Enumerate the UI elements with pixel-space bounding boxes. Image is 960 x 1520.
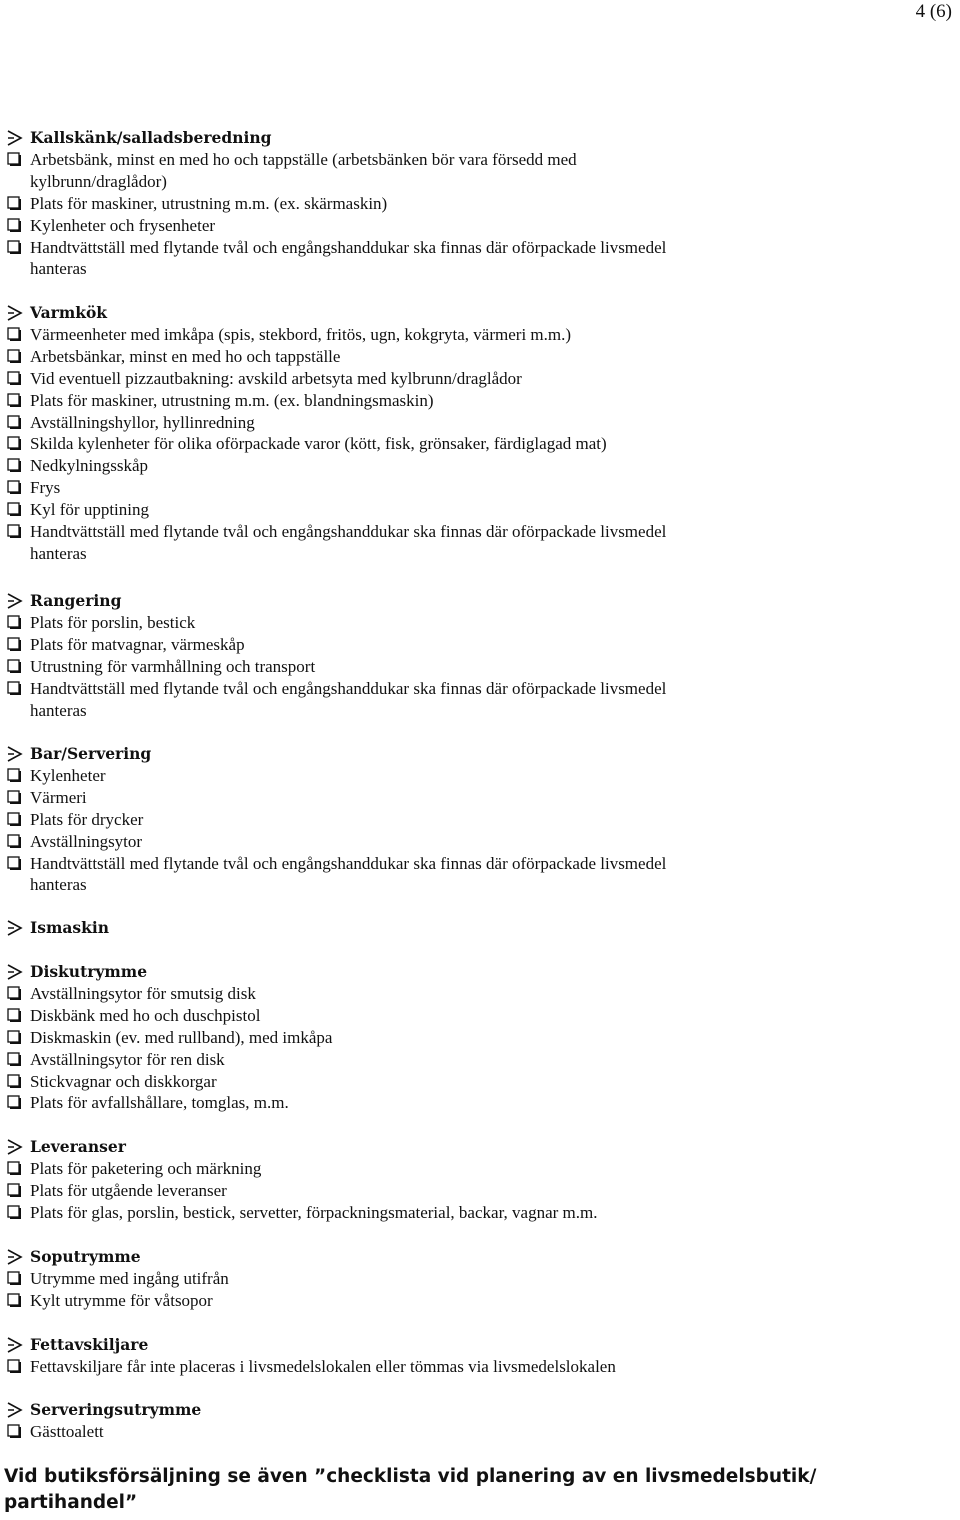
arrow-right-icon xyxy=(6,961,26,983)
checklist-item-text: hanteras xyxy=(30,700,87,720)
checklist-item-text: Plats för porslin, bestick xyxy=(30,612,196,632)
checkbox-icon xyxy=(6,237,26,259)
checkbox-icon xyxy=(6,983,26,1005)
checkbox-icon xyxy=(6,1071,26,1093)
checkbox-icon xyxy=(6,477,26,499)
checklist-item-text: Avställningsytor för ren disk xyxy=(30,1049,225,1069)
section-heading xyxy=(6,127,810,149)
checklist-item-text: Kylenheter xyxy=(30,765,106,785)
checklist-item xyxy=(6,1158,810,1180)
checkbox-icon xyxy=(6,809,26,831)
checklist-item-text: Plats för utgående leveranser xyxy=(30,1180,227,1200)
arrow-right-icon xyxy=(6,1246,26,1268)
section-heading xyxy=(6,1399,810,1421)
checklist-item-text: Frys xyxy=(30,478,61,498)
checklist-item-text: Värmeenheter med imkåpa (spis, stekbord, fritös, ugn, kokgryta, värmeri m.m.) xyxy=(30,324,572,344)
section-heading xyxy=(6,961,810,983)
section-heading-text: Fettavskiljare xyxy=(30,1335,149,1354)
checklist-item-text: Handtvättställ med flytande tvål och engångshanddukar ska finnas där oförpackade livsmedel xyxy=(30,678,667,698)
checklist-item-text: Avställningshyllor, hyllinredning xyxy=(30,412,255,432)
checklist-item-text: Avställningsytor xyxy=(30,831,143,851)
checkbox-icon xyxy=(6,149,26,171)
section-heading-text: Varmkök xyxy=(30,303,108,322)
section-heading-text: Serveringsutrymme xyxy=(30,1400,202,1419)
checklist-item-text: Utrymme med ingång utifrån xyxy=(30,1268,229,1288)
checkbox-icon xyxy=(6,368,26,390)
checklist-item xyxy=(6,1005,810,1027)
checklist-item-text: Plats för avfallshållare, tomglas, m.m. xyxy=(30,1093,289,1113)
section-heading-text: Kallskänk/salladsberedning xyxy=(30,128,272,147)
checklist-item xyxy=(6,983,810,1005)
checkbox-icon xyxy=(6,1290,26,1312)
checkbox-icon xyxy=(6,765,26,787)
checklist-item-text: hanteras xyxy=(30,259,87,279)
checklist-item-text: Stickvagnar och diskkorgar xyxy=(30,1071,217,1091)
checkbox-icon xyxy=(6,1421,26,1443)
checkbox-icon xyxy=(6,1180,26,1202)
checklist-item-text: Kylenheter och frysenheter xyxy=(30,215,216,235)
checklist-item-text: Kylt utrymme för våtsopor xyxy=(30,1290,213,1310)
footer-note-line: Vid butiksförsäljning se även ”checklista vid planering av en livsmedelsbutik/ xyxy=(4,1466,817,1487)
checkbox-icon xyxy=(6,1202,26,1224)
checklist-item-text: kylbrunn/draglådor) xyxy=(30,171,167,191)
checkbox-icon xyxy=(6,656,26,678)
checkbox-icon xyxy=(6,215,26,237)
arrow-right-icon xyxy=(6,590,26,612)
checklist-item xyxy=(6,1027,810,1049)
checklist-item-text: Nedkylningsskåp xyxy=(30,456,149,476)
checklist-item xyxy=(6,412,810,434)
checklist-item xyxy=(6,499,810,521)
checklist-item-text: Gästtoalett xyxy=(30,1421,104,1441)
checklist-item xyxy=(6,149,810,171)
checkbox-icon xyxy=(6,1356,26,1378)
checkbox-icon xyxy=(6,634,26,656)
checkbox-icon xyxy=(6,612,26,634)
checkbox-icon xyxy=(6,455,26,477)
checklist-item-text: Utrustning för varmhållning och transport xyxy=(30,656,316,676)
section-heading xyxy=(6,917,810,939)
checklist-item xyxy=(6,521,810,543)
checklist-item-text: Plats för drycker xyxy=(30,809,144,829)
section-heading xyxy=(6,743,810,765)
checklist-item xyxy=(6,215,810,237)
arrow-right-icon xyxy=(6,1136,26,1158)
checklist-item xyxy=(6,1356,810,1378)
checkbox-icon xyxy=(6,853,26,875)
checkbox-icon xyxy=(6,1268,26,1290)
checklist-item-text: Plats för paketering och märkning xyxy=(30,1158,262,1178)
checklist-item-text: Arbetsbänkar, minst en med ho och tappställe xyxy=(30,346,341,366)
arrow-right-icon xyxy=(6,917,26,939)
checklist-item xyxy=(6,1202,810,1224)
checklist-item xyxy=(6,656,810,678)
section-heading-text: Diskutrymme xyxy=(30,962,148,981)
checklist-item-text: Handtvättställ med flytande tvål och engångshanddukar ska finnas där oförpackade livsmedel xyxy=(30,853,667,873)
checkbox-icon xyxy=(6,1092,26,1114)
section-heading-text: Rangering xyxy=(30,591,122,610)
checklist-item-text: Arbetsbänk, minst en med ho och tappställe (arbetsbänken bör vara försedd med xyxy=(30,149,577,169)
checklist-item-text: Skilda kylenheter för olika oförpackade varor (kött, fisk, grönsaker, färdiglagad mat) xyxy=(30,434,607,454)
arrow-right-icon xyxy=(6,1334,26,1356)
checklist-item xyxy=(6,1180,810,1202)
checklist-item xyxy=(6,634,810,656)
checklist-item-continuation xyxy=(30,171,810,193)
checklist-item-text: Plats för maskiner, utrustning m.m. (ex. skärmaskin) xyxy=(30,193,388,213)
arrow-right-icon xyxy=(6,302,26,324)
checklist-item-continuation xyxy=(30,543,810,565)
checkbox-icon xyxy=(6,412,26,434)
checklist-item-continuation xyxy=(30,874,810,896)
checklist-item-text: Avställningsytor för smutsig disk xyxy=(30,983,256,1003)
checklist-item-text: hanteras xyxy=(30,875,87,895)
checklist-item xyxy=(6,678,810,700)
checklist-item xyxy=(6,1290,810,1312)
section-heading-text: Soputrymme xyxy=(30,1247,141,1266)
checklist-item xyxy=(6,368,810,390)
checklist-item xyxy=(6,324,810,346)
arrow-right-icon xyxy=(6,1399,26,1421)
section-heading-text: Bar/Servering xyxy=(30,744,152,763)
checklist-item-text: Värmeri xyxy=(30,787,87,807)
checklist-item-text: Plats för glas, porslin, bestick, servetter, förpackningsmaterial, backar, vagnar m.m. xyxy=(30,1202,598,1222)
checklist-item xyxy=(6,765,810,787)
arrow-right-icon xyxy=(6,127,26,149)
checklist-item xyxy=(6,390,810,412)
page-number: 4 (6) xyxy=(915,1,952,22)
checklist-item-text: Plats för maskiner, utrustning m.m. (ex. blandningsmaskin) xyxy=(30,390,434,410)
section-heading xyxy=(6,1246,810,1268)
checkbox-icon xyxy=(6,1027,26,1049)
checkbox-icon xyxy=(6,1158,26,1180)
checklist-item xyxy=(6,1268,810,1290)
checkbox-icon xyxy=(6,193,26,215)
checklist-item-text: Diskbänk med ho och duschpistol xyxy=(30,1005,261,1025)
section-heading-text: Ismaskin xyxy=(30,918,110,937)
checklist-item xyxy=(6,809,810,831)
checklist-item-text: Handtvättställ med flytande tvål och engångshanddukar ska finnas där oförpackade livsmedel xyxy=(30,522,667,541)
section-heading xyxy=(6,1136,810,1158)
checklist-item xyxy=(6,1092,810,1114)
section-heading xyxy=(6,302,810,324)
checklist-item xyxy=(6,237,810,259)
checkbox-icon xyxy=(6,831,26,853)
section-heading-text: Leveranser xyxy=(30,1137,126,1156)
checkbox-icon xyxy=(6,390,26,412)
checklist-item-text: Handtvättställ med flytande tvål och engångshanddukar ska finnas där oförpackade livsmedel xyxy=(30,237,667,257)
checkbox-icon xyxy=(6,1049,26,1071)
checkbox-icon xyxy=(6,787,26,809)
arrow-right-icon xyxy=(6,743,26,765)
checklist-item-continuation xyxy=(30,700,810,722)
checklist-item-text: Vid eventuell pizzautbakning: avskild arbetsyta med kylbrunn/draglådor xyxy=(30,368,522,388)
checklist-item xyxy=(6,193,810,215)
checklist-item xyxy=(6,455,810,477)
checkbox-icon xyxy=(6,433,26,455)
checklist-item-text: Fettavskiljare får inte placeras i livsmedelslokalen eller tömmas via livsmedelslokalen xyxy=(30,1356,616,1376)
section-heading xyxy=(6,590,810,612)
checklist-item xyxy=(6,1421,810,1443)
checklist-item-text: Diskmaskin (ev. med rullband), med imkåpa xyxy=(30,1027,333,1047)
checklist-item xyxy=(6,831,810,853)
checklist-item xyxy=(6,612,810,634)
checklist-item xyxy=(6,346,810,368)
checkbox-icon xyxy=(6,678,26,700)
checkbox-icon xyxy=(6,499,26,521)
checklist-item xyxy=(6,787,810,809)
section-heading xyxy=(6,1334,810,1356)
checklist-item xyxy=(6,477,810,499)
checklist-item-text: hanteras xyxy=(30,543,87,563)
checklist-item xyxy=(6,1049,810,1071)
checkbox-icon xyxy=(6,521,26,543)
checkbox-icon xyxy=(6,1005,26,1027)
checklist-item-continuation xyxy=(30,258,810,280)
footer-note-line: partihandel” xyxy=(4,1492,138,1513)
checklist-item xyxy=(6,1071,810,1093)
checklist-item-text: Kyl för upptining xyxy=(30,500,149,520)
checklist-item xyxy=(6,433,810,455)
checkbox-icon xyxy=(6,346,26,368)
checkbox-icon xyxy=(6,324,26,346)
checklist-item xyxy=(6,853,810,875)
checklist-item-text: Plats för matvagnar, värmeskåp xyxy=(30,634,245,654)
